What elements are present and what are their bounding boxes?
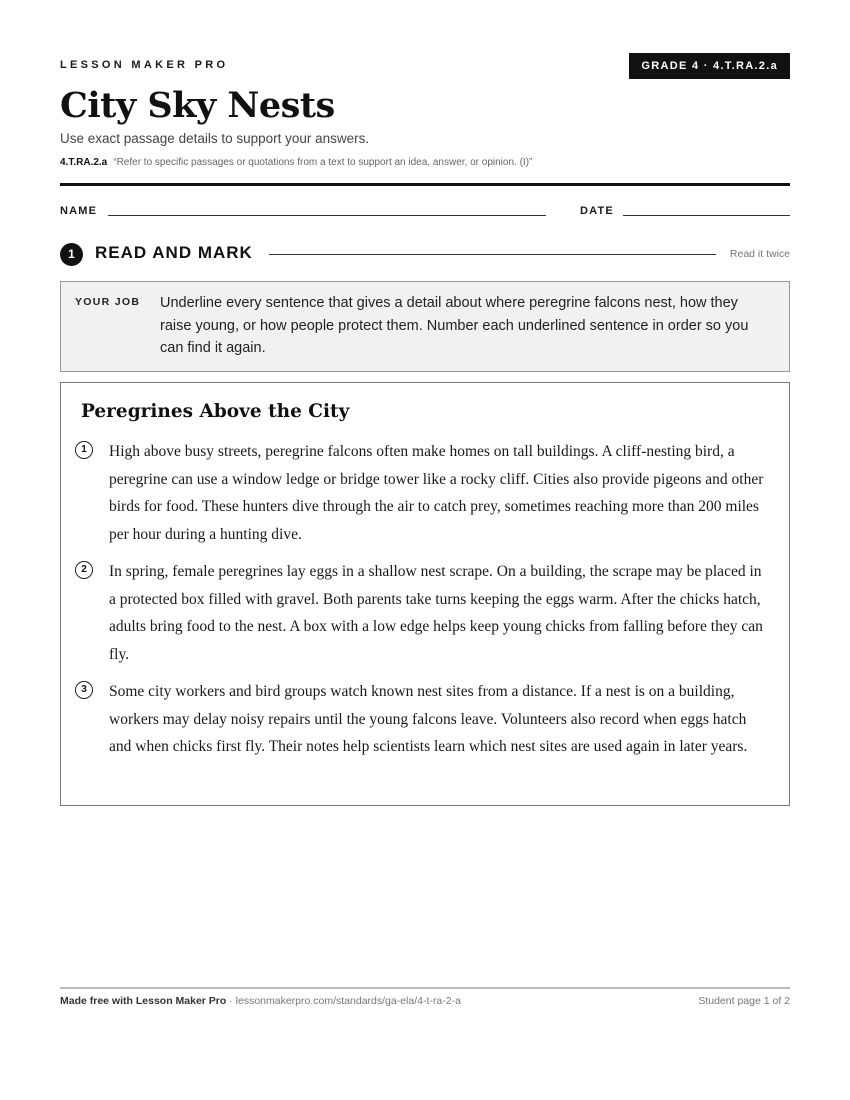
- section-hint: Read it twice: [729, 248, 790, 260]
- name-field[interactable]: [108, 215, 546, 216]
- instructions-label: YOUR JOB: [75, 296, 141, 308]
- standard-line: [60, 157, 532, 168]
- footer-credit: [60, 995, 461, 1007]
- footer-made-with: Made free with Lesson Maker Pro: [60, 995, 227, 1007]
- paragraph-number-badge: 2: [75, 561, 93, 579]
- passage-title: Peregrines Above the City: [81, 401, 350, 422]
- page-subtitle: Use exact passage details to support your answers.: [60, 131, 370, 146]
- date-field[interactable]: [623, 215, 790, 216]
- section-number-badge: 1: [60, 243, 83, 266]
- paragraph-text: High above busy streets, peregrine falcons often make homes on tall buildings. A cliff-nesting bird, a peregrine can use a window ledge or bridge tower like a rocky cliff. Cities also provide pigeons and other birds for food. These hunters dive through the air to catch prey, sometimes reaching more than 200 miles per hour during a hunting dive.: [109, 443, 764, 543]
- passage-box: [60, 382, 790, 806]
- paragraph-text: In spring, female peregrines lay eggs in a shallow nest scrape. On a building, the scrape may be placed in a protected box filled with gravel. Both parents take turns keeping the eggs warm. After the chicks hatch, adults bring food to the nest. A box with a low edge helps keep young chicks from falling before they can fly.: [109, 563, 763, 663]
- section-divider: [269, 254, 716, 255]
- brand-name: LESSON MAKER PRO: [60, 59, 229, 71]
- grade-badge: GRADE 4 · 4.T.RA.2.a: [629, 53, 790, 79]
- footer-divider: [60, 987, 790, 989]
- date-label: DATE: [580, 205, 614, 217]
- footer-page-number: Student page 1 of 2: [698, 995, 790, 1007]
- standard-code: 4.T.RA.2.a: [60, 157, 108, 168]
- footer-url: · lessonmakerpro.com/standards/ga-ela/4-t-ra-2-a: [226, 995, 461, 1007]
- page-title: City Sky Nests: [60, 85, 335, 126]
- instructions-text: Underline every sentence that gives a detail about where peregrine falcons nest, how they raise young, or how people protect them. Number each underlined sentence in order so you can find it again.: [160, 295, 749, 356]
- paragraph-number-badge: 1: [75, 441, 93, 459]
- standard-text: “Refer to specific passages or quotations from a text to support an idea, answer, or opinion. (I)”: [113, 157, 533, 168]
- name-label: NAME: [60, 205, 98, 217]
- section-title: READ AND MARK: [95, 243, 253, 262]
- paragraph-text: Some city workers and bird groups watch known nest sites from a distance. If a nest is on a building, workers may delay noisy repairs until the young falcons leave. Volunteers also record when eggs hatch and when chicks first fly. Their notes help scientists learn which nest sites are used again in later years.: [109, 683, 748, 756]
- header-divider: [60, 183, 790, 186]
- paragraph-number-badge: 3: [75, 681, 93, 699]
- instructions-box: [60, 281, 790, 372]
